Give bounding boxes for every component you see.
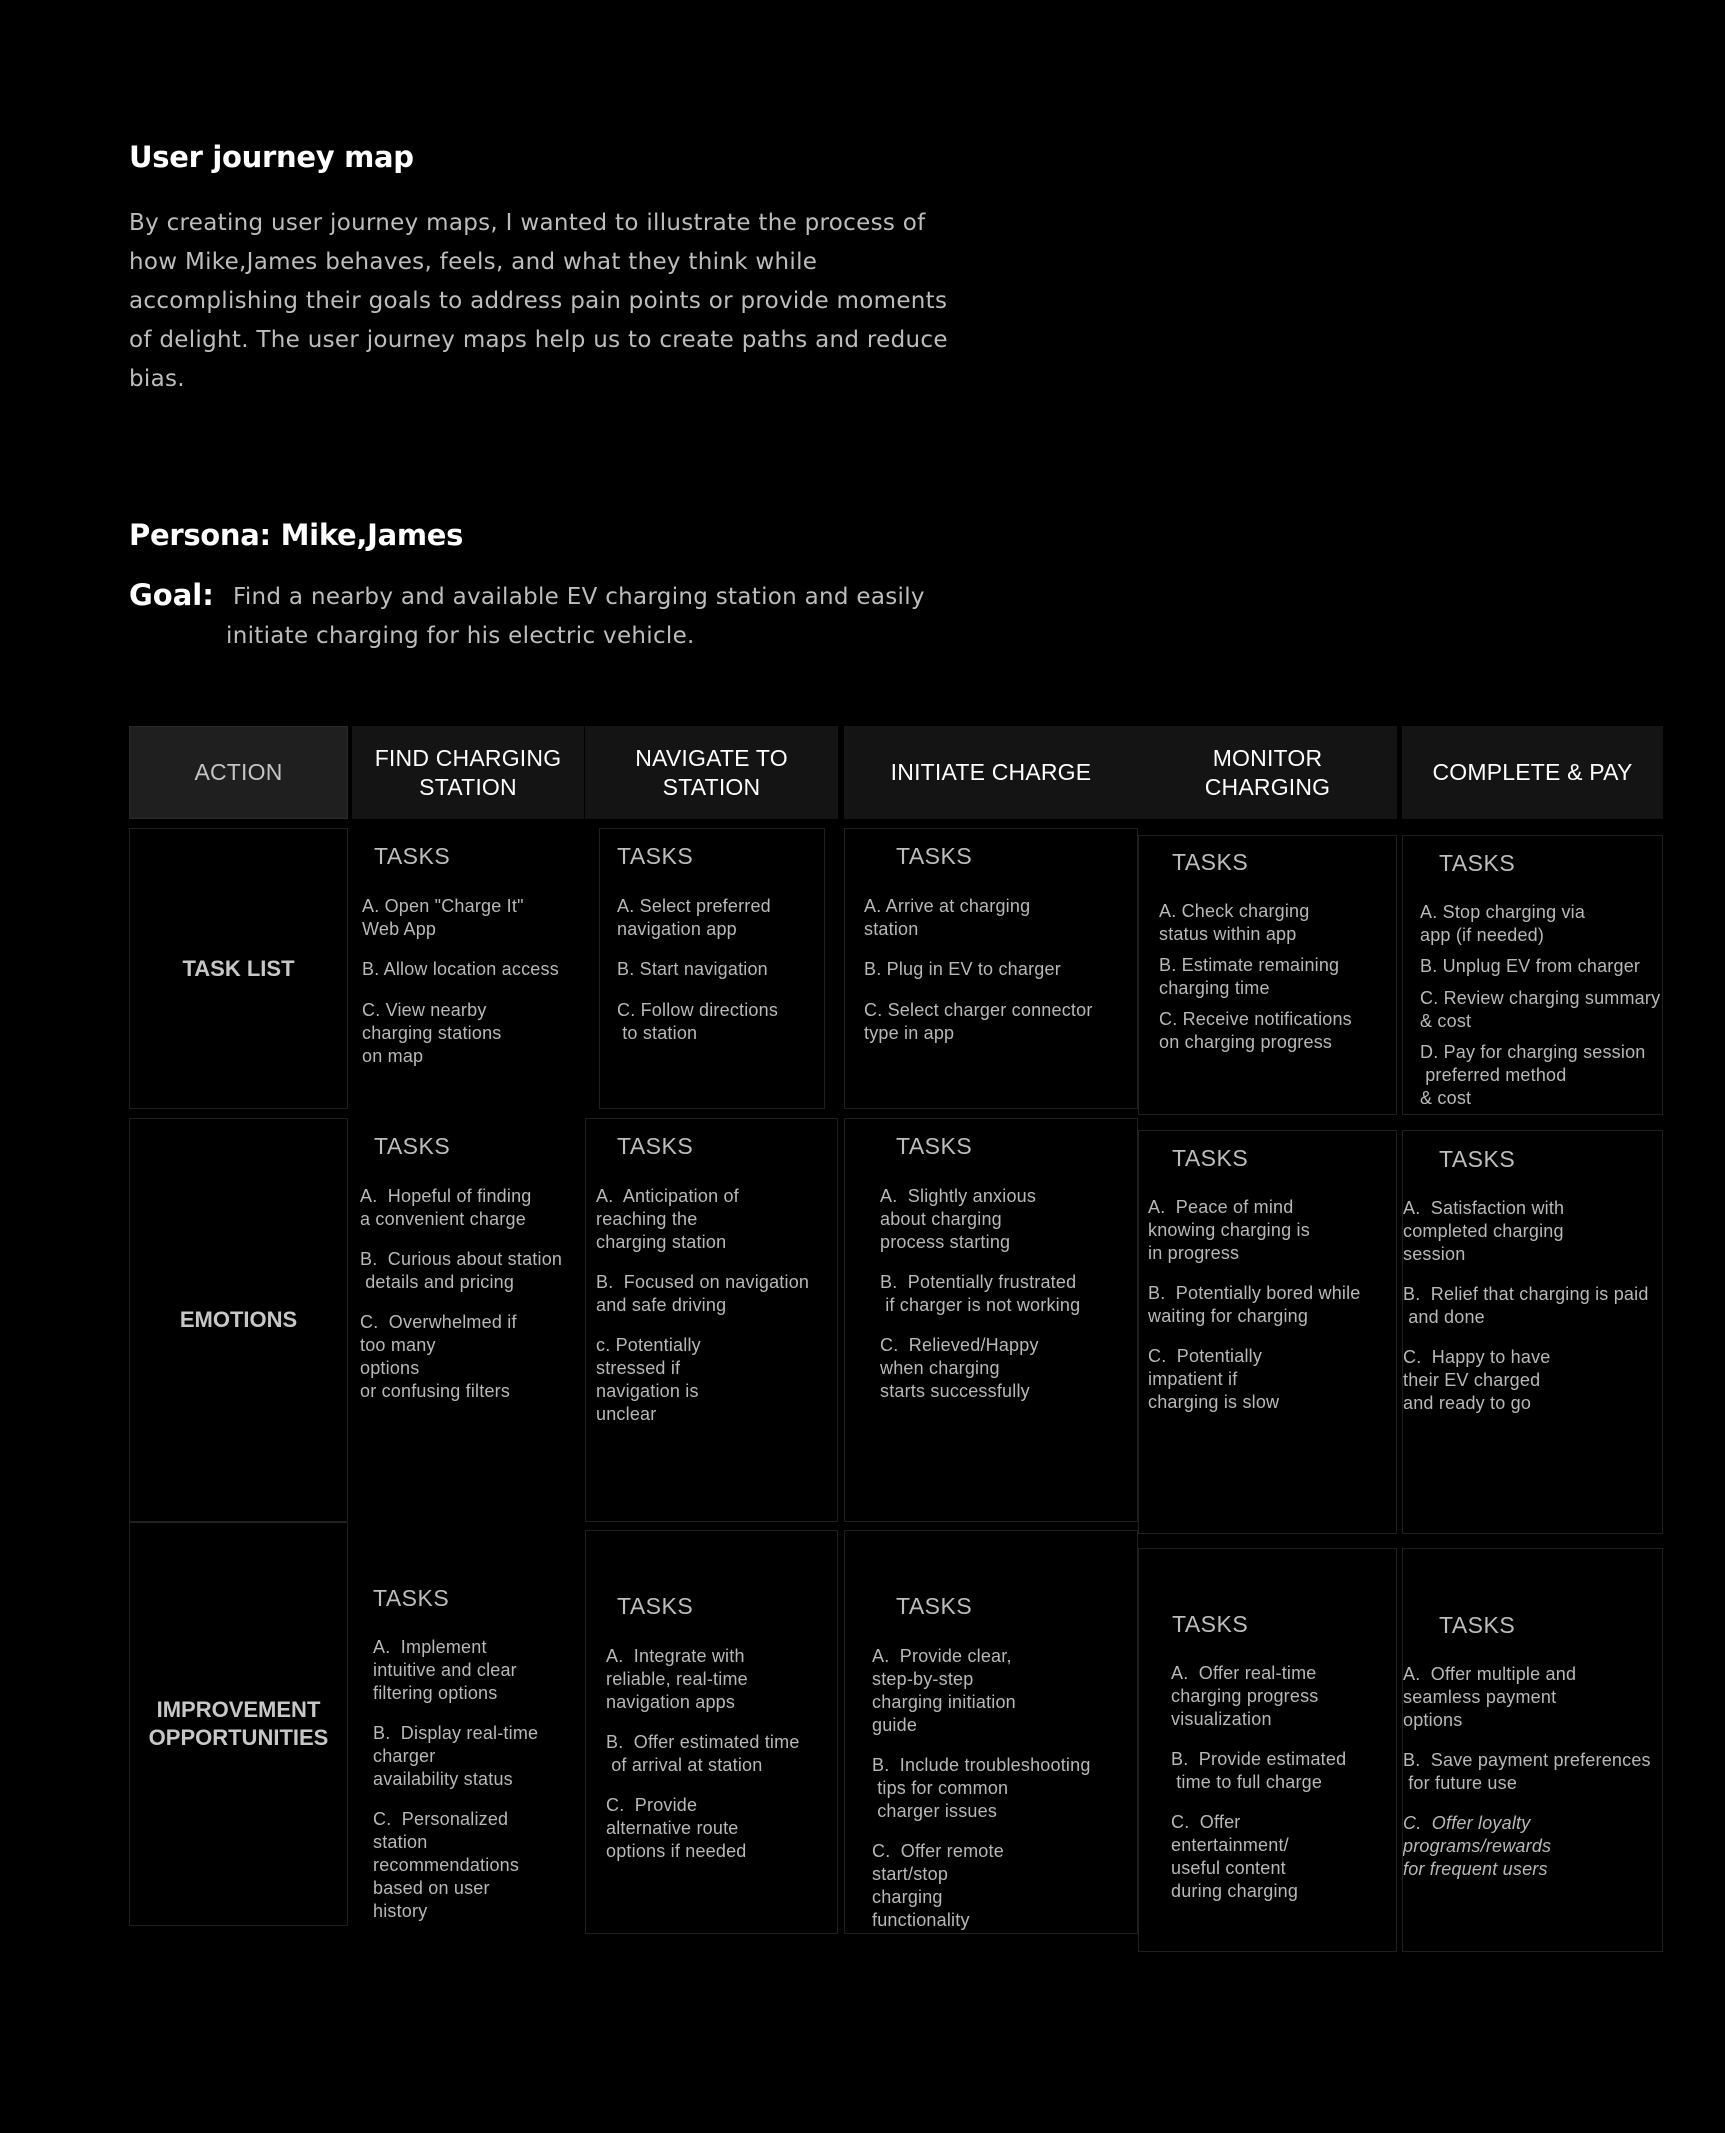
cell-title: TASKS (1439, 1146, 1516, 1172)
cell-title: TASKS (374, 1133, 451, 1159)
cell-title: TASKS (617, 843, 694, 869)
list-item: C. Relieved/Happy when charging starts successfully (880, 1335, 1039, 1401)
list-item: B. Estimate remaining charging time (1159, 955, 1340, 998)
list-item: A. Arrive at charging station (864, 896, 1031, 939)
list-item: C. Personalized station recommendations based on user history (373, 1809, 520, 1921)
list-item: C. Provide alternative route options if needed (606, 1795, 747, 1861)
list-item: C. Potentially impatient if charging is slow (1148, 1346, 1280, 1412)
column-header-monitor-charging (1138, 726, 1397, 819)
cell-title: TASKS (1172, 1145, 1249, 1171)
cell-title: TASKS (617, 1593, 694, 1619)
list-item: A. Offer real-time charging progress visualization (1171, 1663, 1319, 1729)
cell-title: TASKS (896, 1133, 973, 1159)
column-header-label: INITIATE CHARGE (890, 759, 1092, 785)
cell-emotion-monitor (1138, 1130, 1397, 1534)
list-item: A. Integrate with reliable, real-time navigation apps (606, 1646, 748, 1712)
list-item: A. Offer multiple and seamless payment options (1403, 1664, 1577, 1730)
list-item: C. Offer entertainment/ useful content during charging (1171, 1812, 1299, 1901)
list-item: A. Hopeful of finding a convenient charge (360, 1186, 532, 1229)
row-label-emotions (129, 1118, 348, 1522)
intro-paragraph: By creating user journey maps, I wanted to illustrate the process of how Mike,James behaves, feels, and what they think while accomplishing their goals to address pain points or provide moments of delight. The user journey maps help us to create paths and reduce bias. (129, 210, 948, 392)
cell-title: TASKS (1172, 849, 1249, 875)
page-title: User journey map (129, 140, 414, 174)
list-item: A. Stop charging via app (if needed) (1420, 902, 1586, 945)
cell-emotion-complete (1402, 1130, 1663, 1534)
column-header-label: MONITOR CHARGING (1204, 744, 1331, 800)
cell-title: TASKS (1172, 1611, 1249, 1637)
column-header-initiate-charge (844, 726, 1138, 819)
list-item: A. Implement intuitive and clear filtering options (373, 1637, 517, 1703)
list-item: C. Offer remote start/stop charging functionality (872, 1841, 1004, 1930)
list-item: c. Potentially stressed if navigation is unclear (596, 1335, 701, 1424)
cell-improvement-complete (1402, 1548, 1663, 1952)
list-item: A. Slightly anxious about charging process starting (880, 1186, 1037, 1252)
list-item: B. Plug in EV to charger (864, 959, 1061, 979)
row-label-improvement-opportunities (129, 1522, 348, 1926)
list-item: A. Select preferred navigation app (617, 896, 771, 939)
list-item: A. Check charging status within app (1159, 901, 1310, 944)
cell-emotion-initiate (844, 1118, 1138, 1522)
list-item: C. Overwhelmed if too many options or confusing filters (360, 1312, 517, 1401)
list-item: B. Offer estimated time of arrival at station (606, 1732, 800, 1775)
list-item: A. Satisfaction with completed charging session (1403, 1198, 1565, 1264)
list-item: C. View nearby charging stations on map (362, 1000, 502, 1066)
list-item: B. Unplug EV from charger (1420, 956, 1641, 976)
list-item: A. Provide clear, step-by-step charging initiation guide (872, 1646, 1016, 1735)
column-header-action (129, 726, 348, 819)
column-header-complete-and-pay (1402, 726, 1663, 819)
list-item: B. Focused on navigation and safe driving (596, 1272, 810, 1315)
list-item: C. Happy to have their EV charged and ready to go (1403, 1347, 1551, 1413)
cell-task-complete (1402, 835, 1663, 1115)
list-item: C. Follow directions to station (617, 1000, 779, 1043)
list-item: A. Open "Charge It" Web App (362, 896, 524, 939)
list-item: B. Potentially frustrated if charger is not working (880, 1272, 1081, 1315)
row-label-task-list (129, 828, 348, 1109)
row-label-text: IMPROVEMENT OPPORTUNITIES (148, 1697, 329, 1750)
column-header-label: COMPLETE & PAY (1432, 759, 1633, 785)
cell-title: TASKS (1439, 1612, 1516, 1638)
column-header-label: ACTION (194, 759, 283, 785)
list-item: C. Review charging summary & cost (1420, 988, 1661, 1031)
cell-title: TASKS (617, 1133, 694, 1159)
list-item: A. Anticipation of reaching the charging station (596, 1186, 739, 1252)
column-header-label: FIND CHARGING STATION (374, 744, 562, 800)
goal-text: Find a nearby and available EV charging station and easily initiate charging for his electric vehicle. (226, 584, 925, 649)
list-item: C. Select charger connector type in app (864, 1000, 1093, 1043)
row-label-text: TASK LIST (182, 955, 295, 981)
list-item: B. Curious about station details and pricing (360, 1249, 563, 1292)
list-item: B. Potentially bored while waiting for charging (1148, 1283, 1361, 1326)
cell-title: TASKS (374, 843, 451, 869)
column-header-find-charging-station (352, 726, 584, 819)
cell-title: TASKS (896, 843, 973, 869)
cell-emotion-navigate (585, 1118, 838, 1522)
cell-title: TASKS (896, 1593, 973, 1619)
list-item: A. Peace of mind knowing charging is in progress (1148, 1197, 1310, 1263)
cell-title: TASKS (1439, 850, 1516, 876)
cell-title: TASKS (373, 1585, 450, 1611)
list-item: B. Start navigation (617, 959, 768, 979)
list-item: C. Receive notifications on charging progress (1159, 1009, 1352, 1052)
list-item: B. Include troubleshooting tips for common charger issues (872, 1755, 1091, 1821)
list-item: C. Offer loyalty programs/rewards for frequent users (1403, 1813, 1552, 1879)
list-item: B. Save payment preferences for future use (1403, 1750, 1651, 1793)
list-item: B. Display real-time charger availability status (373, 1723, 539, 1789)
list-item: D. Pay for charging session preferred method & cost (1420, 1042, 1646, 1108)
goal-label: Goal: (129, 578, 214, 612)
persona-heading: Persona: Mike,James (129, 518, 464, 552)
column-header-label: NAVIGATE TO STATION (635, 744, 788, 800)
row-label-text: EMOTIONS (179, 1307, 298, 1332)
list-item: B. Provide estimated time to full charge (1171, 1749, 1347, 1792)
list-item: B. Relief that charging is paid and done (1403, 1284, 1649, 1327)
column-header-navigate-to-station (585, 726, 838, 819)
list-item: B. Allow location access (362, 959, 559, 979)
